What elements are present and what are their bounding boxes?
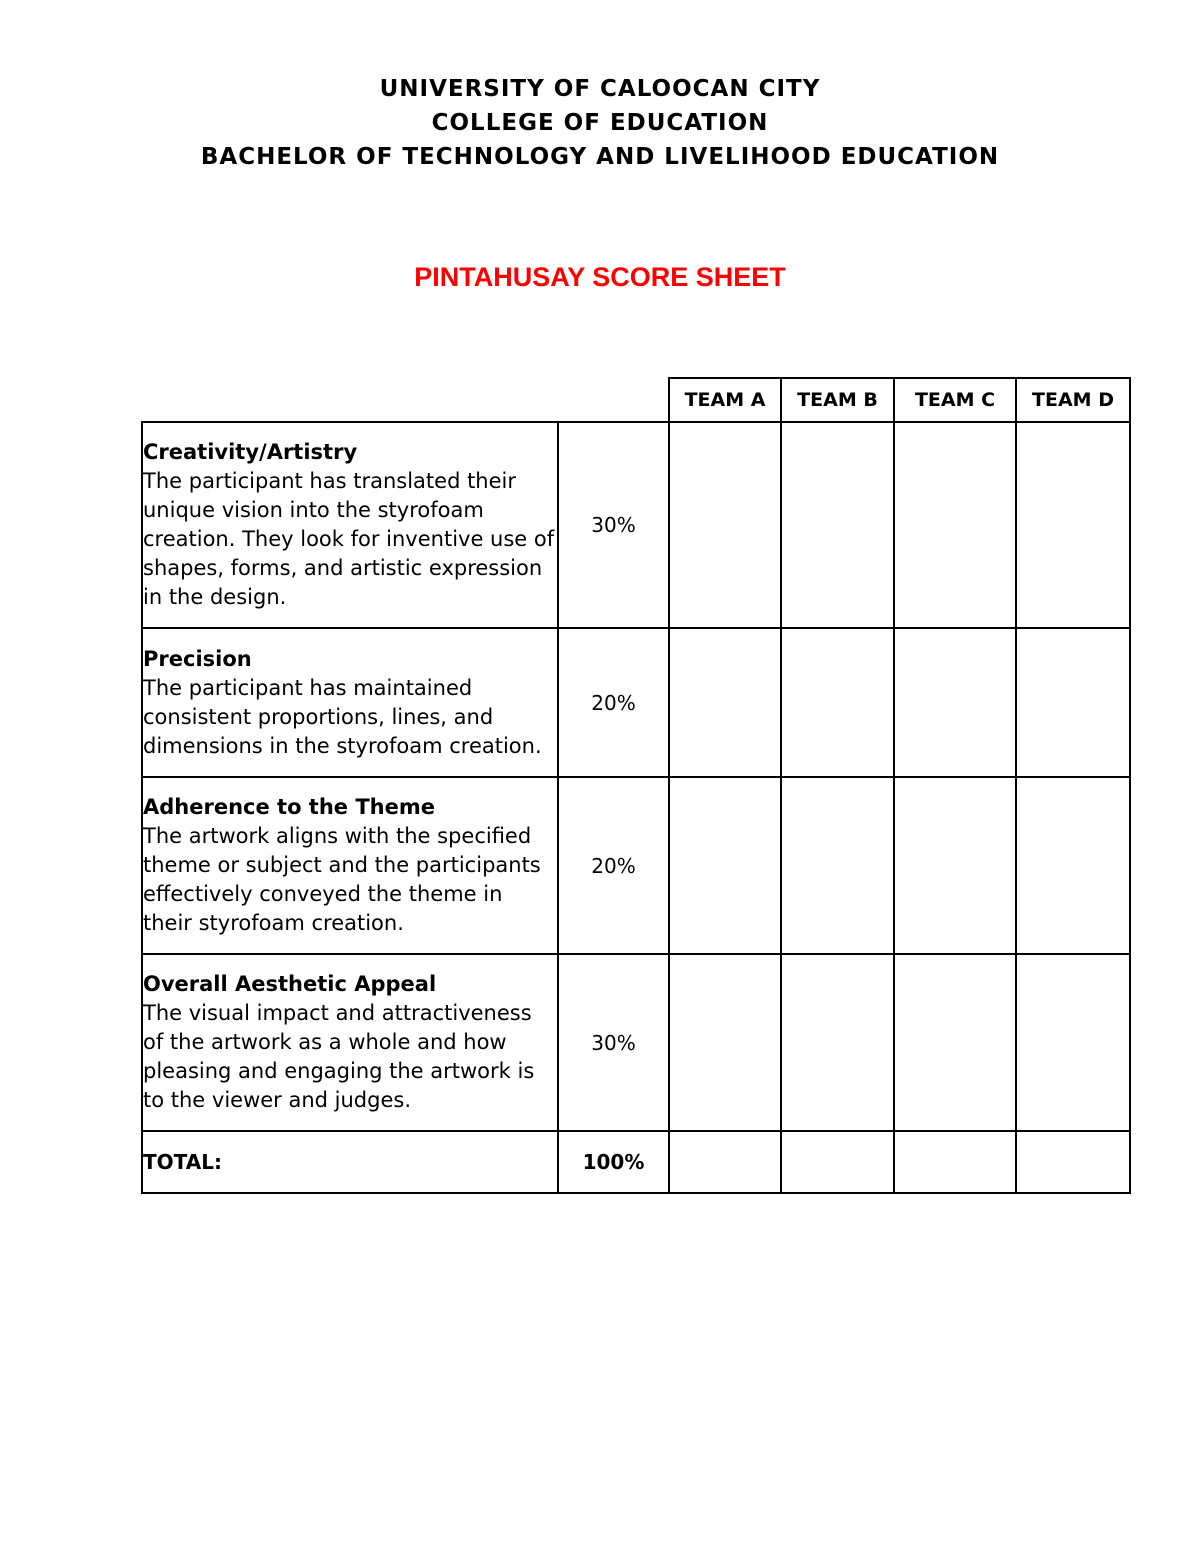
total-cell-team-c[interactable] <box>894 1131 1016 1193</box>
criteria-name: Creativity/Artistry <box>143 440 358 464</box>
total-weight: 100% <box>558 1131 669 1193</box>
team-header: TEAM C <box>894 378 1016 422</box>
criteria-weight: 30% <box>558 422 669 628</box>
criteria-weight: 20% <box>558 777 669 954</box>
header-blank <box>558 378 669 422</box>
criteria-name: Overall Aesthetic Appeal <box>143 972 437 996</box>
score-cell-team-b[interactable] <box>781 422 894 628</box>
score-cell-team-c[interactable] <box>894 954 1016 1131</box>
criteria-weight: 20% <box>558 628 669 777</box>
score-cell-team-d[interactable] <box>1016 628 1130 777</box>
team-header-row <box>142 378 1130 422</box>
team-header: TEAM A <box>669 378 781 422</box>
score-cell-team-b[interactable] <box>781 628 894 777</box>
header-blank <box>142 378 558 422</box>
score-cell-team-c[interactable] <box>894 777 1016 954</box>
score-cell-team-d[interactable] <box>1016 777 1130 954</box>
score-cell-team-c[interactable] <box>894 422 1016 628</box>
program-name: BACHELOR OF TECHNOLOGY AND LIVELIHOOD EDUCATION <box>200 144 1000 170</box>
score-cell-team-d[interactable] <box>1016 422 1130 628</box>
total-label: TOTAL: <box>142 1131 558 1193</box>
criteria-description: The participant has translated their unique vision into the styrofoam creation. They look for inventive use of shapes, forms, and artistic expression in the design. <box>143 469 555 609</box>
criteria-row <box>142 777 1130 954</box>
team-header: TEAM D <box>1016 378 1130 422</box>
criteria-description: The visual impact and attractiveness of the artwork as a whole and how pleasing and engaging the artwork is to the viewer and judges. <box>143 1001 535 1112</box>
criteria-cell <box>142 422 558 628</box>
score-cell-team-c[interactable] <box>894 628 1016 777</box>
criteria-cell <box>142 628 558 777</box>
criteria-weight: 30% <box>558 954 669 1131</box>
team-header: TEAM B <box>781 378 894 422</box>
criteria-name: Precision <box>143 646 252 671</box>
score-cell-team-b[interactable] <box>781 777 894 954</box>
total-cell-team-b[interactable] <box>781 1131 894 1193</box>
criteria-cell <box>142 777 558 954</box>
score-cell-team-d[interactable] <box>1016 954 1130 1131</box>
score-sheet-title: PINTAHUSAY SCORE SHEET <box>414 262 786 292</box>
criteria-name: Adherence to the Theme <box>143 795 435 819</box>
score-table <box>141 377 1131 1194</box>
score-cell-team-a[interactable] <box>669 628 781 777</box>
criteria-description: The participant has maintained consistent proportions, lines, and dimensions in the styrofoam creation. <box>143 675 542 758</box>
total-cell-team-a[interactable] <box>669 1131 781 1193</box>
criteria-description: The artwork aligns with the specified theme or subject and the participants effectively conveyed the theme in their styrofoam creation. <box>143 824 541 935</box>
criteria-row <box>142 422 1130 628</box>
college-name: COLLEGE OF EDUCATION <box>431 110 769 136</box>
score-cell-team-a[interactable] <box>669 422 781 628</box>
criteria-cell <box>142 954 558 1131</box>
criteria-row <box>142 628 1130 777</box>
document-header <box>0 72 1200 174</box>
score-cell-team-a[interactable] <box>669 777 781 954</box>
university-name: UNIVERSITY OF CALOOCAN CITY <box>379 76 821 102</box>
total-row <box>142 1131 1130 1193</box>
criteria-row <box>142 954 1130 1131</box>
total-cell-team-d[interactable] <box>1016 1131 1130 1193</box>
score-cell-team-b[interactable] <box>781 954 894 1131</box>
score-cell-team-a[interactable] <box>669 954 781 1131</box>
